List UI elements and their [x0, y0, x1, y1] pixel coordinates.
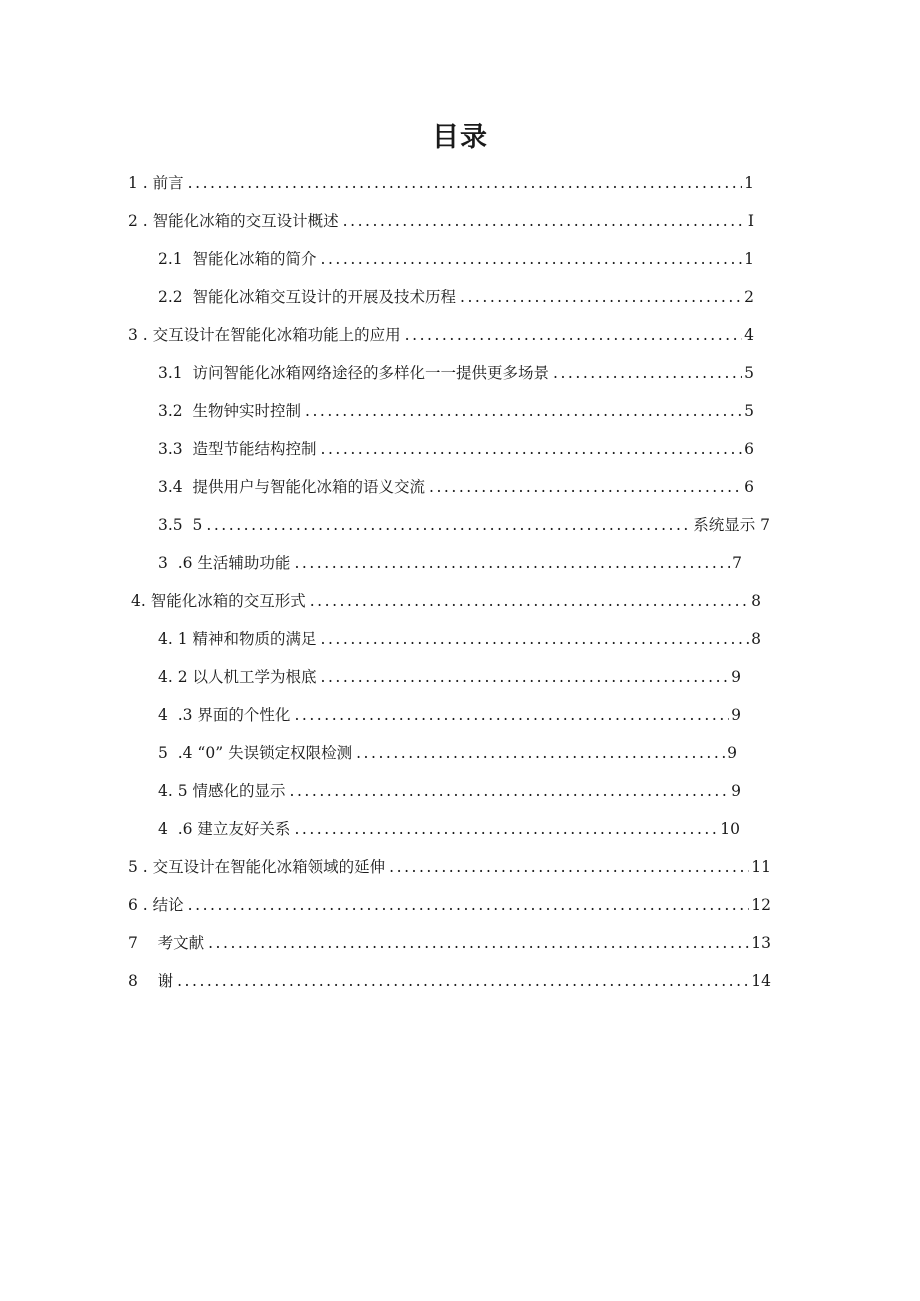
- toc-entry-2-1[interactable]: [158, 246, 754, 272]
- toc-dot-leader: [208, 930, 749, 956]
- toc-entry-label: 3.5 5: [158, 516, 203, 534]
- toc-page-number: 9: [727, 744, 737, 762]
- toc-page-number: 12: [751, 896, 771, 914]
- toc-entry-label: 3.3 造型节能结构控制: [158, 440, 317, 458]
- toc-page-number: 5: [744, 402, 754, 420]
- toc-dot-leader: [356, 740, 725, 766]
- toc-entry-4-6[interactable]: [158, 816, 740, 842]
- toc-dot-leader: [310, 588, 749, 614]
- toc-entry-3[interactable]: [128, 322, 754, 348]
- toc-entry-1[interactable]: [128, 170, 754, 196]
- toc-page-number: I: [747, 212, 754, 230]
- toc-entry-3-4[interactable]: [158, 474, 754, 500]
- toc-entry-label: 4 .6 建立友好关系: [158, 820, 291, 838]
- toc-entry-label: 6 . 结论: [128, 896, 184, 914]
- toc-page-number: 9: [731, 706, 741, 724]
- toc-entry-3-3[interactable]: [158, 436, 754, 462]
- toc-page-number: 8: [751, 630, 761, 648]
- toc-dot-leader: [405, 322, 742, 348]
- toc-page-number: 2: [744, 288, 754, 306]
- toc-page-number: 13: [751, 934, 771, 952]
- toc-page-number: 1: [744, 174, 754, 192]
- toc-page-number: 11: [751, 858, 771, 876]
- toc-dot-leader: [294, 550, 730, 576]
- toc-entry-3-5[interactable]: [158, 512, 770, 538]
- toc-entry-label: 8 谢: [128, 972, 174, 990]
- toc-page-number: 9: [731, 782, 741, 800]
- toc-dot-leader: [321, 626, 750, 652]
- toc-dot-leader: [188, 170, 742, 196]
- toc-entry-label: 4. 5 情感化的显示: [158, 782, 286, 800]
- toc-entry-label: 4. 智能化冰箱的交互形式: [131, 592, 306, 610]
- toc-entry-label: 2.1 智能化冰箱的简介: [158, 250, 317, 268]
- toc-dot-leader: [294, 702, 729, 728]
- toc-entry-label: 1 . 前言: [128, 174, 184, 192]
- toc-page-number: 4: [744, 326, 754, 344]
- toc-entry-3-6[interactable]: [158, 550, 742, 576]
- toc-page-number: 8: [751, 592, 761, 610]
- toc-entry-label: 4. 1 精神和物质的满足: [158, 630, 317, 648]
- toc-entry-label: 2 . 智能化冰箱的交互设计概述: [128, 212, 339, 230]
- toc-entry-2-2[interactable]: [158, 284, 754, 310]
- toc-entry-label: 5 . 交互设计在智能化冰箱领域的延伸: [128, 858, 386, 876]
- toc-entry-label: 3.1 访问智能化冰箱网络途径的多样化一一提供更多场景: [158, 364, 550, 382]
- toc-entry-2[interactable]: [128, 208, 754, 234]
- toc-entry-5-4[interactable]: [158, 740, 737, 766]
- toc-entry-4-3[interactable]: [158, 702, 741, 728]
- toc-page-number: 9: [731, 668, 741, 686]
- toc-dot-leader: [343, 208, 746, 234]
- toc-page-number: 1: [744, 250, 754, 268]
- toc-page-number: 5: [744, 364, 754, 382]
- toc-entry-3-1[interactable]: [158, 360, 754, 386]
- toc-dot-leader: [188, 892, 750, 918]
- toc-entry-7[interactable]: [128, 930, 771, 956]
- toc-page-number: 6: [744, 478, 754, 496]
- toc-dot-leader: [290, 778, 730, 804]
- toc-entry-4[interactable]: [131, 588, 761, 614]
- toc-entry-label: 4. 2 以人机工学为根底: [158, 668, 317, 686]
- toc-entry-4-2[interactable]: [158, 664, 741, 690]
- toc-entry-label: 3 .6 生活辅助功能: [158, 554, 291, 572]
- toc-dot-leader: [305, 398, 742, 424]
- toc-dot-leader: [321, 246, 743, 272]
- toc-entry-label: 3.2 生物钟实时控制: [158, 402, 302, 420]
- toc-dot-leader: [177, 968, 749, 994]
- toc-entry-label: 7 考文献: [128, 934, 205, 952]
- toc-dot-leader: [206, 512, 691, 538]
- toc-page-number: 6: [744, 440, 754, 458]
- toc-entry-5[interactable]: [128, 854, 771, 880]
- toc-entry-6[interactable]: [128, 892, 771, 918]
- toc-dot-leader: [429, 474, 742, 500]
- toc-entry-3-2[interactable]: [158, 398, 754, 424]
- toc-entry-label: 4 .3 界面的个性化: [158, 706, 291, 724]
- toc-dot-leader: [321, 664, 730, 690]
- toc-dot-leader: [460, 284, 742, 310]
- toc-page-number: 14: [751, 972, 771, 990]
- toc-page-number: 系统显示 7: [693, 516, 770, 534]
- toc-dot-leader: [294, 816, 718, 842]
- toc-dot-leader: [553, 360, 742, 386]
- toc-entry-label: 3.4 提供用户与智能化冰箱的语义交流: [158, 478, 426, 496]
- toc-dot-leader: [389, 854, 749, 880]
- toc-entry-label: 5 .4 “0” 失误锁定权限检测: [158, 744, 353, 762]
- toc-dot-leader: [321, 436, 743, 462]
- toc-entry-4-5[interactable]: [158, 778, 741, 804]
- toc-entry-4-1[interactable]: [158, 626, 761, 652]
- toc-entry-label: 2.2 智能化冰箱交互设计的开展及技术历程: [158, 288, 457, 306]
- toc-page-number: 10: [720, 820, 740, 838]
- page-title: 目录: [432, 122, 488, 153]
- toc-entry-8[interactable]: [128, 968, 771, 994]
- toc-page-number: 7: [732, 554, 742, 572]
- toc-entry-label: 3 . 交互设计在智能化冰箱功能上的应用: [128, 326, 401, 344]
